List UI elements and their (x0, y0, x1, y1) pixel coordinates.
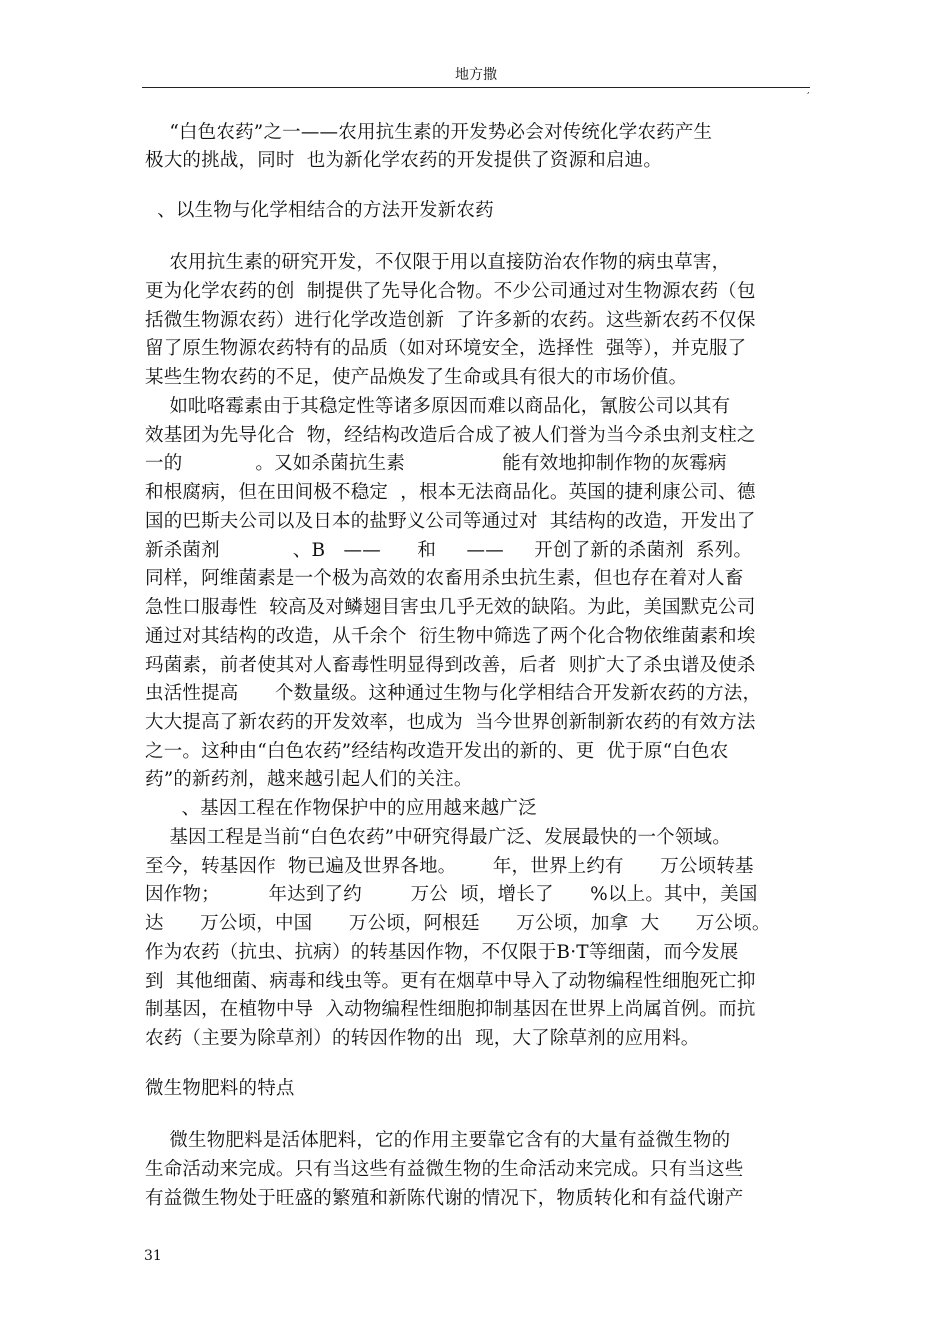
paragraph-line: 极大的挑战，同时 也为新化学农药的开发提供了资源和启迪。 (145, 150, 663, 171)
paragraph-line: 基因工程是当前“白色农药”中研究得最广泛、发展最快的一个领域。 (145, 827, 731, 848)
paragraph-line: 玛菌素，前者使其对人畜毒性明显得到改善，后者 则扩大了杀虫谱及使杀 (145, 655, 756, 676)
paragraph-line: 微生物肥料是活体肥料，它的作用主要靠它含有的大量有益微生物的 (145, 1130, 731, 1151)
paragraph-line: 制基因，在植物中导 入动物编程性细胞抑制基因在世界上尚属首例。而抗 (145, 999, 756, 1020)
paragraph-line: 因作物； 年达到了约 万公 顷，增长了 %以上。其中，美国 (145, 884, 758, 905)
section-heading: 微生物肥料的特点 (145, 1078, 295, 1099)
page-number: 31 (144, 1248, 162, 1264)
paragraph-line: 同样，阿维菌素是一个极为高效的农畜用杀虫抗生素，但也存在着对人畜 (145, 568, 744, 589)
paragraph-line: 有益微生物处于旺盛的繁殖和新陈代谢的情况下，物质转化和有益代谢产 (145, 1188, 744, 1209)
paragraph-line: 如吡咯霉素由于其稳定性等诸多原因而难以商品化，氰胺公司以其有 (145, 396, 731, 417)
header-mark: , (807, 86, 810, 95)
section-heading: 、基因工程在作物保护中的应用越来越广泛 (145, 798, 537, 819)
header-rule (142, 87, 810, 88)
paragraph-line: 药”的新药剂，越来越引起人们的关注。 (145, 769, 473, 790)
paragraph-line: 农药（主要为除草剂）的转因作物的出 现，大了除草剂的应用料。 (145, 1028, 700, 1049)
paragraph-line: 作为农药（抗虫、抗病）的转基因作物，不仅限于B·T等细菌，而今发展 (145, 942, 739, 963)
paragraph-line: 虫活性提高 个数量级。这种通过生物与化学相结合开发新农药的方法， (145, 683, 762, 704)
paragraph-line: 之一。这种由“白色农药”经结构改造开发出的新的、更 优于原“白色农 (145, 741, 729, 762)
page-header: 地方撒 (455, 67, 497, 83)
paragraph-line: 通过对其结构的改造，从千余个 衍生物中筛选了两个化合物依维菌素和埃 (145, 626, 756, 647)
paragraph-line: 大大提高了新农药的开发效率，也成为 当今世界创新制新农药的有效方法 (145, 712, 756, 733)
paragraph-line: 达 万公顷，中国 万公顷，阿根廷 万公顷，加拿 大 万公顷。 (145, 913, 771, 934)
paragraph-line: 括微生物源农药）进行化学改造创新 了许多新的农药。这些新农药不仅保 (145, 310, 756, 331)
paragraph-line: 国的巴斯夫公司以及日本的盐野义公司等通过对 其结构的改造，开发出了 (145, 511, 756, 532)
paragraph-line: 更为化学农药的创 制提供了先导化合物。不少公司通过对生物源农药（包 (145, 281, 756, 302)
paragraph-line: 留了原生物源农药特有的品质（如对环境安全，选择性 强等），并克服了 (145, 338, 747, 359)
paragraph-line: 农用抗生素的研究开发，不仅限于用以直接防治农作物的病虫草害， (145, 252, 731, 273)
paragraph-line: 一的 。又如杀菌抗生素 能有效地抑制作物的灰霉病 (145, 453, 727, 474)
paragraph-line: 和根腐病，但在田间极不稳定 ，根本无法商品化。英国的捷利康公司、德 (145, 482, 756, 503)
paragraph-line: 急性口服毒性 较高及对鳞翅目害虫几乎无效的缺陷。为此，美国默克公司 (145, 597, 756, 618)
paragraph-line: 新杀菌剂 、B —— 和 —— 开创了新的杀菌剂 系列。 (145, 540, 753, 561)
paragraph-line: 某些生物农药的不足，使产品焕发了生命或具有很大的市场价值。 (145, 367, 688, 388)
paragraph-line: 至今，转基因作 物已遍及世界各地。 年，世界上约有 万公顷转基 (145, 856, 754, 877)
section-heading: 、以生物与化学相结合的方法开发新农药 (145, 200, 494, 221)
paragraph-line: 到 其他细菌、病毒和线虫等。更有在烟草中导入了动物编程性细胞死亡抑 (145, 971, 756, 992)
paragraph-line: 生命活动来完成。只有当这些有益微生物的生命活动来完成。只有当这些 (145, 1159, 744, 1180)
paragraph-line: 效基团为先导化合 物，经结构改造后合成了被人们誉为当今杀虫剂支柱之 (145, 425, 756, 446)
paragraph-line: “白色农药”之一——农用抗生素的开发势必会对传统化学农药产生 (145, 122, 713, 143)
